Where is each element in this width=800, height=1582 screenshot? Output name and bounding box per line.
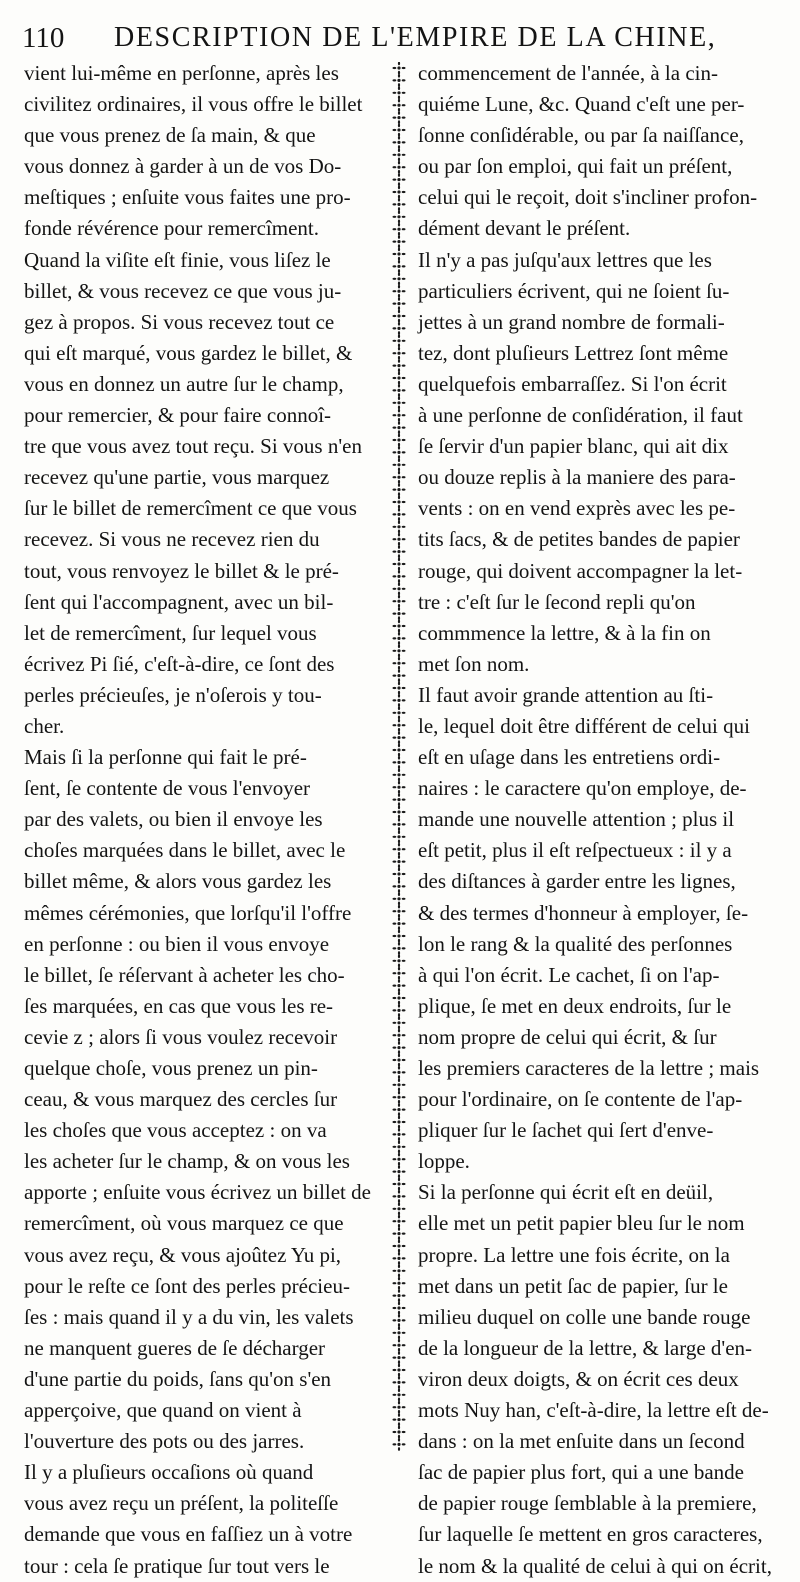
paragraph: Mais ſi la perſonne qui fait le pré- ſent, ſe contente de vous l'envoyer par des valets, ou bien il envoye les choſes marquées dans le billet, avec le billet même, & alors vous gardez les mêmes cérémonies, que lorſqu'il l'offre en perſonne : ou bien il vous envoye le billet, ſe réſervant à acheter les cho- ſes marquées, en cas que vous les re- cevie z ; alors ſi vous voulez recevoir quelque choſe, vous prenez un pin- ceau, & vous marquez des cercles ſur les choſes que vous acceptez : on va les acheter ſur le champ, & on vous les apporte ; enſuite vous écrivez un billet de remercîment, où vous marquez ce que vous avez reçu, & vous ajoûtez Yu pi, pour le reſte ce ſont des perles précieu- ſes : mais quand il y a du vin, les valets ne manquent gueres de ſe décharger d'une partie du poids, ſans qu'on s'en apperçoive, que quand on vient à l'ouverture des pots ou des jarres. — [24, 745, 371, 1454]
fleuron-ornament — [393, 136, 406, 149]
fleuron-ornament — [393, 458, 406, 471]
fleuron-ornament — [393, 322, 406, 335]
fleuron-ornament — [393, 1016, 406, 1029]
fleuron-ornament — [393, 285, 406, 298]
fleuron-ornament — [393, 719, 406, 732]
fleuron-ornament — [393, 744, 406, 757]
fleuron-ornament — [393, 1302, 406, 1315]
fleuron-ornament — [393, 992, 406, 1005]
fleuron-ornament — [393, 558, 406, 571]
fleuron-ornament — [393, 384, 406, 397]
fleuron-ornament — [393, 880, 406, 893]
fleuron-ornament — [393, 781, 406, 794]
paragraph: vient lui-même en perſonne, après les civilitez ordinaires, il vous offre le billet que vous prenez de ſa main, & que vous donnez à garder à un de vos Do- meſtiques ; enſuite vous faites une pro- fonde révérence pour remercîment. Quand la viſite eſt finie, vous liſez le billet, & vous recevez ce que vous ju- gez à propos. Si vous recevez tout ce qui eſt marqué, vous gardez le billet, & vous en donnez un autre ſur le champ, pour remercier, & pour faire connoî- tre que vous avez tout reçu. Si vous n'en recevez qu'une partie, vous marquez ſur le billet de remercîment ce que vous recevez. Si vous ne recevez rien du tout, vous renvoyez le billet & le pré- ſent qui l'accompagnent, avec un bil- let de remercîment, ſur lequel vous écrivez Pi ſié, c'eſt-à-dire, ce ſont des perles précieuſes, je n'oſerois y tou- cher. — [24, 61, 363, 738]
fleuron-ornament — [393, 1140, 406, 1153]
fleuron-ornament — [393, 1401, 406, 1414]
running-title: DESCRIPTION DE L'EMPIRE DE LA CHINE, — [114, 22, 717, 53]
fleuron-ornament — [393, 446, 406, 459]
right-text-column — [418, 58, 788, 1582]
fleuron-ornament — [393, 186, 406, 199]
fleuron-ornament — [393, 334, 406, 347]
fleuron-ornament — [393, 607, 406, 620]
fleuron-ornament — [393, 1227, 406, 1240]
fleuron-ornament — [393, 1078, 406, 1091]
fleuron-ornament — [393, 768, 406, 781]
fleuron-ornament — [393, 1029, 406, 1042]
fleuron-ornament — [393, 917, 406, 930]
fleuron-ornament — [393, 62, 406, 75]
fleuron-ornament — [393, 210, 406, 223]
fleuron-ornament — [393, 1153, 406, 1166]
bottom-margin — [0, 1468, 800, 1488]
fleuron-ornament — [393, 756, 406, 769]
fleuron-ornament — [393, 520, 406, 533]
fleuron-ornament — [393, 272, 406, 285]
fleuron-ornament — [393, 508, 406, 521]
fleuron-ornament — [393, 124, 406, 137]
fleuron-ornament — [393, 372, 406, 385]
fleuron-ornament — [393, 1202, 406, 1215]
fleuron-ornament — [393, 1004, 406, 1017]
fleuron-ornament — [393, 310, 406, 323]
fleuron-ornament — [393, 260, 406, 273]
fleuron-ornament — [393, 483, 406, 496]
fleuron-ornament — [393, 359, 406, 372]
fleuron-ornament — [393, 1326, 406, 1339]
fleuron-ornament — [393, 868, 406, 881]
fleuron-ornament — [393, 706, 406, 719]
fleuron-ornament — [393, 657, 406, 670]
fleuron-ornament — [393, 620, 406, 633]
fleuron-ornament — [393, 843, 406, 856]
fleuron-ornament — [393, 830, 406, 843]
paragraph: Il y a pluſieurs occaſions où quand vous avez reçu un préſent, la politeſſe demande que vous en faſſiez un à votre tour : cela ſe pratique ſur tout vers le — [24, 1460, 353, 1578]
fleuron-ornament — [393, 396, 406, 409]
fleuron-ornament — [393, 855, 406, 868]
fleuron-ornament — [393, 892, 406, 905]
fleuron-ornament — [393, 905, 406, 918]
fleuron-ornament — [393, 1277, 406, 1290]
fleuron-ornament — [393, 1178, 406, 1191]
fleuron-ornament — [393, 1339, 406, 1352]
fleuron-ornament — [393, 570, 406, 583]
fleuron-ornament — [393, 1438, 406, 1451]
fleuron-ornament — [393, 347, 406, 360]
fleuron-ornament — [393, 979, 406, 992]
fleuron-ornament — [393, 694, 406, 707]
fleuron-ornament — [393, 731, 406, 744]
running-head — [22, 20, 792, 56]
fleuron-ornament — [393, 632, 406, 645]
fleuron-ornament — [393, 1103, 406, 1116]
fleuron-ornament — [393, 1289, 406, 1302]
fleuron-ornament — [393, 1376, 406, 1389]
fleuron-ornament — [393, 1388, 406, 1401]
fleuron-ornament — [393, 1252, 406, 1265]
fleuron-ornament — [393, 1128, 406, 1141]
fleuron-ornament — [393, 434, 406, 447]
fleuron-ornament — [393, 793, 406, 806]
fleuron-ornament — [393, 86, 406, 99]
fleuron-ornament — [393, 409, 406, 422]
fleuron-ornament — [393, 1364, 406, 1377]
fleuron-ornament — [393, 930, 406, 943]
fleuron-ornament — [393, 682, 406, 695]
fleuron-ornament — [393, 496, 406, 509]
paragraph: commencement de l'année, à la cin- quiéme Lune, &c. Quand c'eſt une per- ſonne conſidérable, ou par ſa naiſſance, ou par ſon emploi, qui fait un préſent, celui qui le reçoit, doit s'incliner profon- dément devant le préſent. — [418, 61, 758, 241]
fleuron-ornament — [393, 545, 406, 558]
fleuron-ornament — [393, 421, 406, 434]
fleuron-ornament — [393, 1041, 406, 1054]
fleuron-ornament — [393, 582, 406, 595]
fleuron-ornament — [393, 1314, 406, 1327]
fleuron-ornament — [393, 1165, 406, 1178]
fleuron-ornament — [393, 942, 406, 955]
fleuron-ornament — [393, 248, 406, 261]
fleuron-ornament — [393, 198, 406, 211]
fleuron-ornament — [393, 1066, 406, 1079]
fleuron-ornament — [393, 954, 406, 967]
fleuron-ornament — [393, 1413, 406, 1426]
ornamental-column-divider — [391, 62, 407, 1454]
fleuron-ornament — [393, 173, 406, 186]
fleuron-ornament — [393, 1426, 406, 1439]
fleuron-ornament — [393, 533, 406, 546]
fleuron-ornament — [393, 74, 406, 87]
left-text-column — [24, 58, 394, 1582]
paragraph: Il n'y a pas juſqu'aux lettres que les particuliers écrivent, qui ne ſoient ſu- jettes à un grand nombre de formali- tez, dont pluſieurs Lettrez ſont même quelquefois embarraſſez. Si l'on écrit à une perſonne de conſidération, il faut ſe ſervir d'un papier blanc, qui ait dix ou douze replis à la maniere des para- vents : on en vend exprès avec les pe- tits ſacs, & de petites bandes de papier rouge, qui doivent accompagner la let- tre : c'eſt ſur le ſecond repli qu'on commmence la lettre, & à la fin on met ſon nom. — [418, 247, 743, 676]
fleuron-ornament — [393, 595, 406, 608]
fleuron-ornament — [393, 967, 406, 980]
fleuron-ornament — [393, 223, 406, 236]
fleuron-ornament — [393, 148, 406, 161]
fleuron-ornament — [393, 818, 406, 831]
fleuron-ornament — [393, 111, 406, 124]
fleuron-ornament — [393, 669, 406, 682]
fleuron-ornament — [393, 1116, 406, 1129]
fleuron-ornament — [393, 99, 406, 112]
fleuron-ornament — [393, 644, 406, 657]
fleuron-ornament — [393, 1240, 406, 1253]
paragraph: Il faut avoir grande attention au ſti- le, lequel doit être différent de celui qui eſt en uſage dans les entretiens ordi- naires : le caractere qu'on employe, de- mande une nouvelle attention ; plus il eſt petit, plus il eſt reſpectueux : il y a des diſtances à garder entre les lignes, & des termes d'honneur à employer, ſe- lon le rang & la qualité des perſonnes à qui l'on écrit. Le cachet, ſi on l'ap- plique, ſe met en deux endroits, ſur le nom propre de celui qui écrit, & ſur les premiers caracteres de la lettre ; mais pour l'ordinaire, on ſe contente de l'ap- pliquer ſur le ſachet qui ſert d'enve- loppe. — [418, 682, 760, 1174]
page-number: 110 — [22, 22, 65, 54]
fleuron-ornament — [393, 161, 406, 174]
fleuron-ornament — [393, 1054, 406, 1067]
fleuron-ornament — [393, 471, 406, 484]
fleuron-ornament — [393, 1264, 406, 1277]
paragraph: Si la perſonne qui écrit eſt en deüil, elle met un petit papier bleu ſur le nom propre. La lettre une fois écrite, on la met dans un petit ſac de papier, ſur le milieu duquel on colle une bande rouge de la longueur de la lettre, & large d'en- viron deux doigts, & on écrit ces deux mots Nuy han, c'eſt-à-dire, la lettre eſt de- dans : on la met enſuite dans un ſecond ſac de papier plus fort, qui a une bande de papier rouge ſemblable à la premiere, ſur laquelle ſe mettent en gros caracteres, le nom & la qualité de celui à qui on écrit, — [418, 1180, 772, 1578]
fleuron-ornament — [393, 1190, 406, 1203]
fleuron-ornament — [393, 297, 406, 310]
fleuron-ornament — [393, 1351, 406, 1364]
fleuron-ornament — [393, 806, 406, 819]
fleuron-ornament — [393, 1215, 406, 1228]
fleuron-ornament — [393, 235, 406, 248]
fleuron-ornament — [393, 1091, 406, 1104]
